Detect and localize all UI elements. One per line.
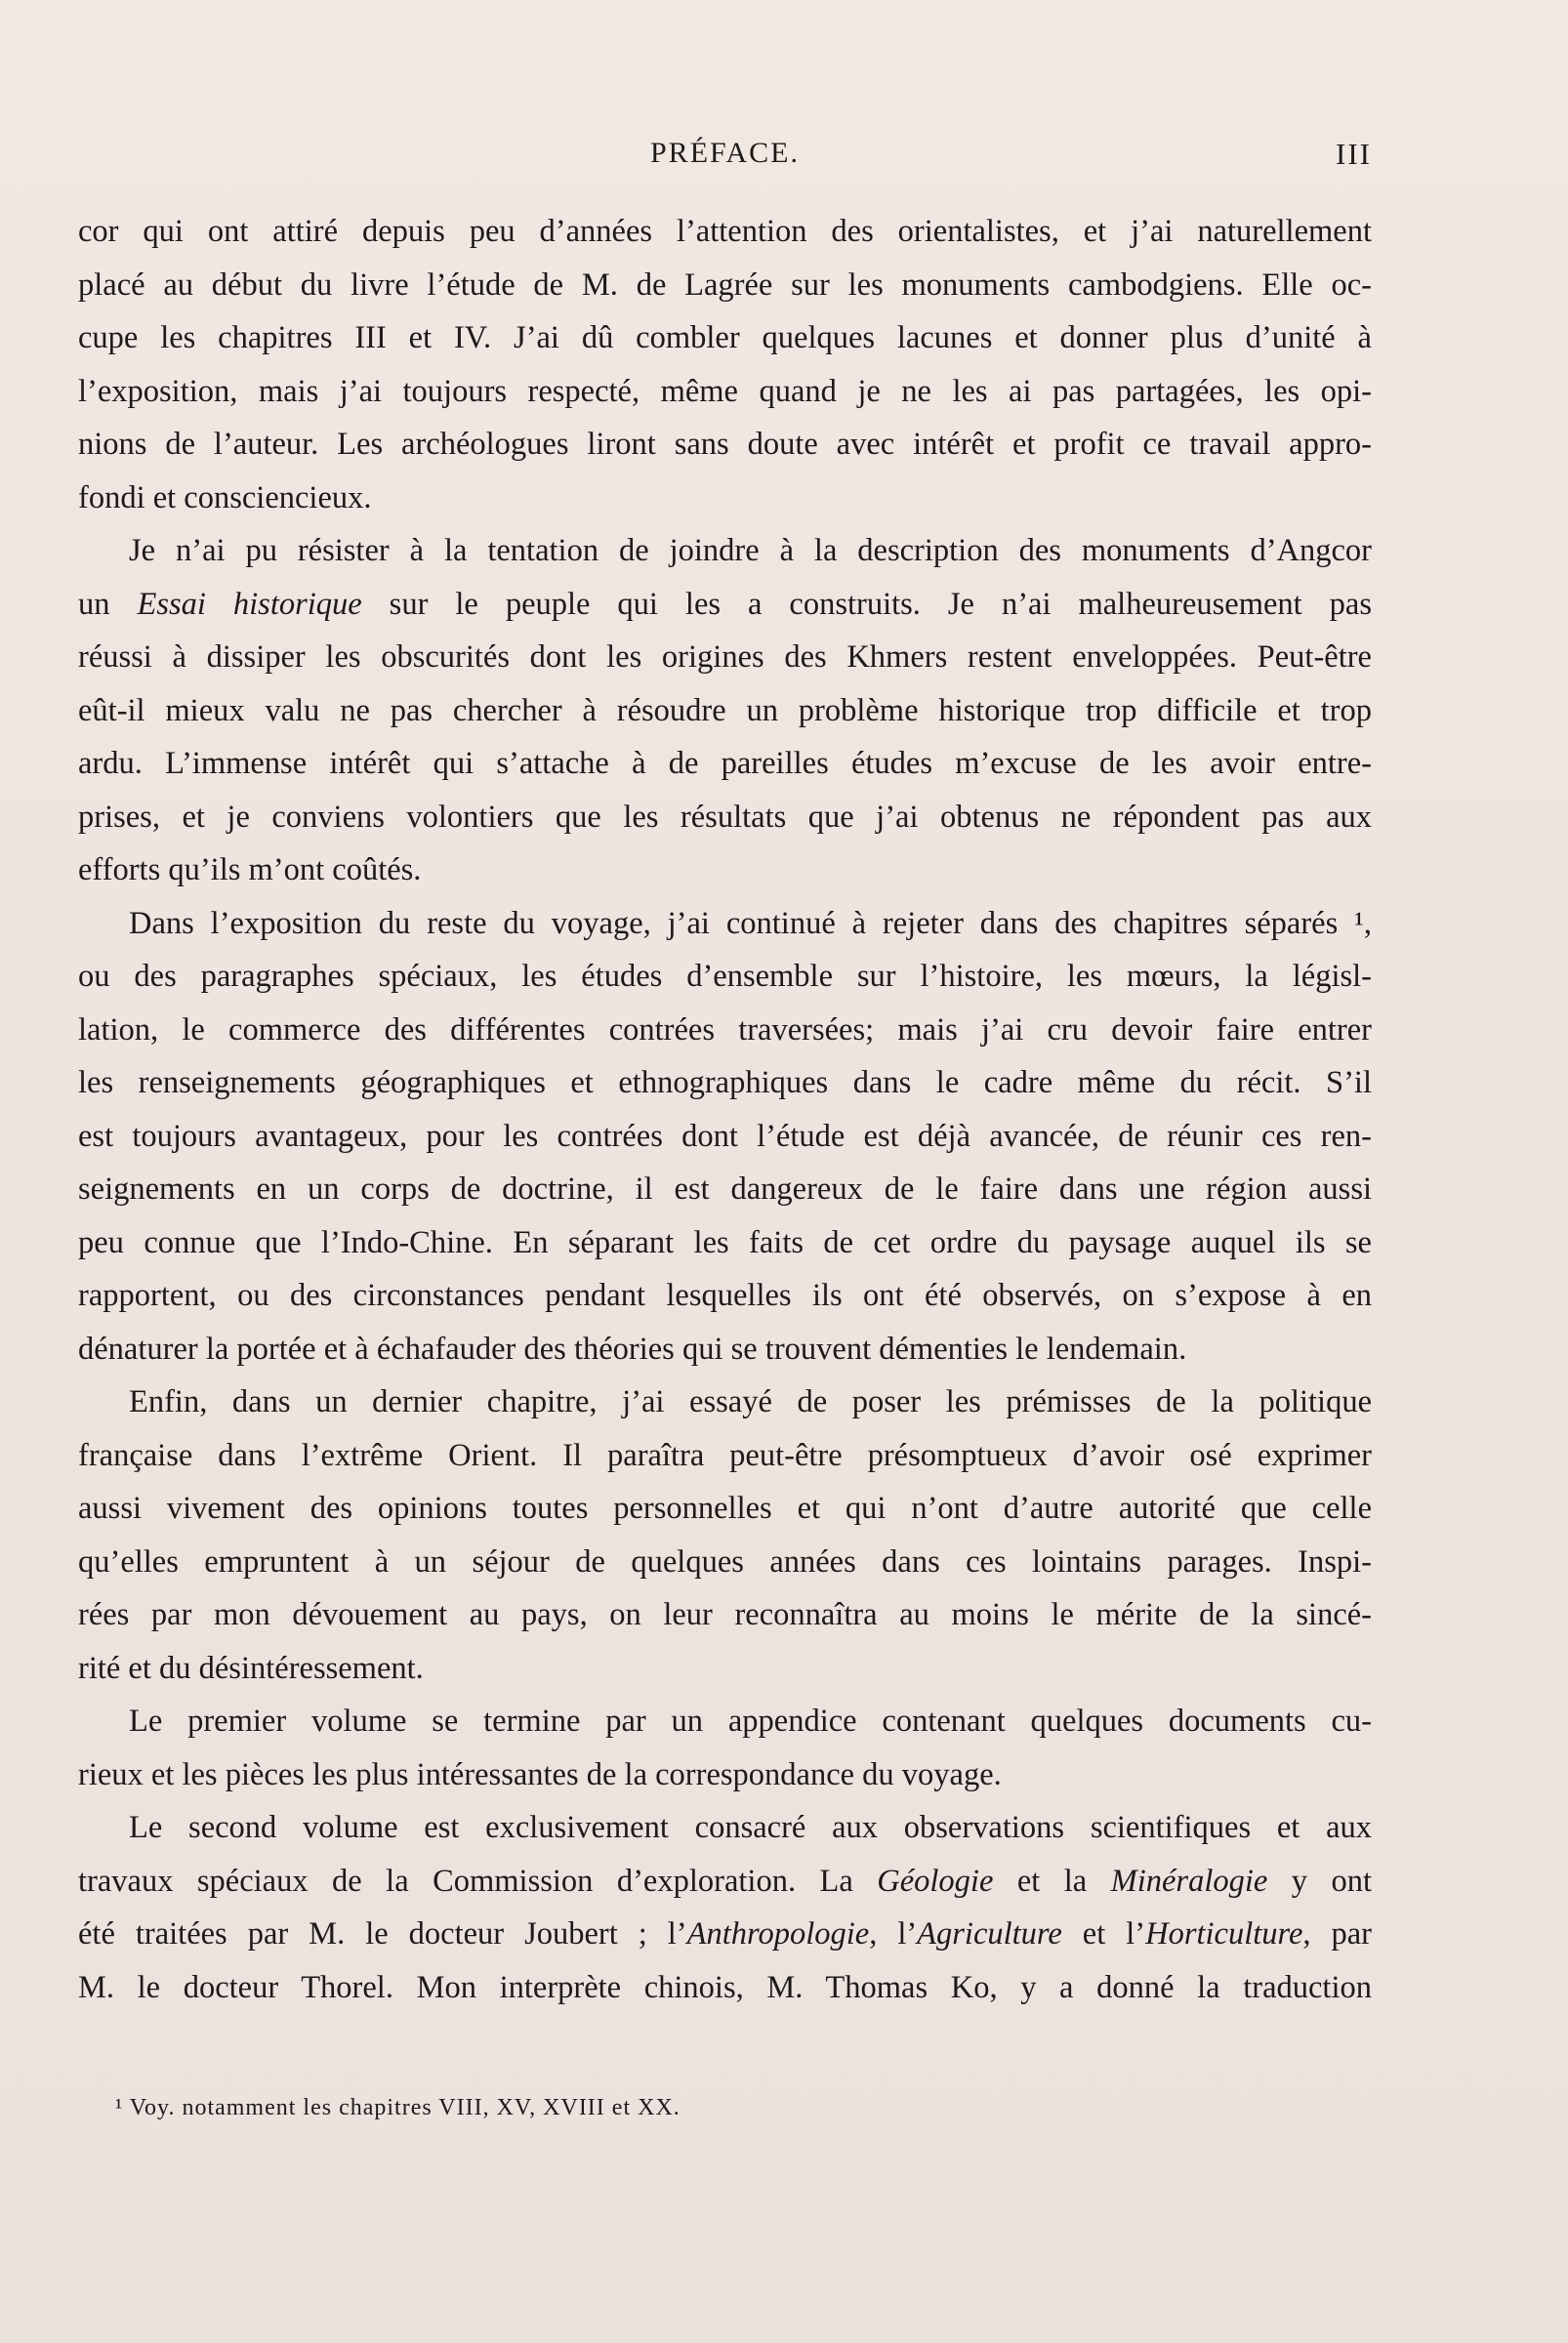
running-title: PRÉFACE. — [650, 137, 800, 169]
text-line: aussi vivement des opinions toutes personnelles et qui n’ont d’autre autorité que celle — [78, 1491, 1372, 1526]
paragraph-3 — [78, 897, 1372, 1377]
text-line: les renseignements géographiques et ethnographiques dans le cadre même du récit. S’il — [78, 1065, 1372, 1100]
text-line: Le second volume est exclusivement consacré aux observations scientifiques et aux — [129, 1810, 1372, 1845]
text-line: Le premier volume se termine par un appendice contenant quelques documents cu- — [129, 1704, 1372, 1739]
text-line: Je n’ai pu résister à la tentation de joindre à la description des monuments d’Angcor — [129, 533, 1372, 568]
text-line: est toujours avantageux, pour les contrées dont l’étude est déjà avancée, de réunir ces ren- — [78, 1118, 1372, 1154]
paragraph-2 — [78, 524, 1372, 897]
text-line: cupe les chapitres III et IV. J’ai dû combler quelques lacunes et donner plus d’unité à — [78, 320, 1372, 355]
paragraph-1 — [78, 205, 1372, 524]
text-line: réussi à dissiper les obscurités dont les origines des Khmers restent enveloppées. Peut-être — [78, 639, 1372, 675]
text-line: prises, et je conviens volontiers que les résultats que j’ai obtenus ne répondent pas aux — [78, 799, 1372, 835]
text-line: rieux et les pièces les plus intéressantes de la correspondance du voyage. — [78, 1756, 1002, 1792]
text-line: M. le docteur Thorel. Mon interprète chinois, M. Thomas Ko, y a donné la traduction — [78, 1969, 1372, 2005]
text-line: travaux spéciaux de la Commission d’exploration. La Géologie et la Minéralogie y ont — [78, 1863, 1372, 1899]
paragraph-5 — [78, 1695, 1372, 1801]
footnote: ¹ Voy. notamment les chapitres VIII, XV, XVIII et XX. — [115, 2095, 681, 2120]
text-line: ou des paragraphes spéciaux, les études d’ensemble sur l’histoire, les mœurs, la législ- — [78, 959, 1372, 994]
paragraph-4 — [78, 1376, 1372, 1695]
text-line: rapportent, ou des circonstances pendant lesquelles ils ont été observés, on s’expose à en — [78, 1278, 1372, 1313]
text-line: lation, le commerce des différentes contrées traversées; mais j’ai cru devoir faire entrer — [78, 1011, 1372, 1048]
text-line: un Essai historique sur le peuple qui les a construits. Je n’ai malheureusement pas — [78, 586, 1372, 622]
text-line: rées par mon dévouement au pays, on leur reconnaîtra au moins le mérite de la sincé- — [78, 1597, 1372, 1632]
paragraph-6 — [78, 1801, 1372, 2014]
text-line: cor qui ont attiré depuis peu d’années l’attention des orientalistes, et j’ai naturellement — [78, 214, 1372, 249]
text-line: nions de l’auteur. Les archéologues liront sans doute avec intérêt et profit ce travail appro- — [78, 427, 1372, 462]
text-line: Enfin, dans un dernier chapitre, j’ai essayé de poser les prémisses de la politique — [129, 1384, 1372, 1419]
text-line: été traitées par M. le docteur Joubert ; l’Anthropologie, l’Agriculture et l’Horticulture, par — [78, 1916, 1373, 1952]
body-text — [78, 205, 1372, 2014]
text-line: seignements en un corps de doctrine, il est dangereux de le faire dans une région aussi — [78, 1172, 1372, 1207]
text-line: qu’elles empruntent à un séjour de quelques années dans ces lointains parages. Inspi- — [78, 1543, 1372, 1580]
text-line: l’exposition, mais j’ai toujours respecté, même quand je ne les ai pas partagées, les opi- — [78, 373, 1372, 409]
text-line: peu connue que l’Indo-Chine. En séparant les faits de cet ordre du paysage auquel ils se — [78, 1224, 1372, 1260]
page-number: III — [1336, 137, 1372, 171]
text-line: fondi et consciencieux. — [78, 479, 372, 515]
text-line: rité et du désintéressement. — [78, 1650, 424, 1686]
text-line: française dans l’extrême Orient. Il paraîtra peut-être présomptueux d’avoir osé exprimer — [78, 1437, 1372, 1473]
text-line: ardu. L’immense intérêt qui s’attache à de pareilles études m’excuse de les avoir entre- — [78, 746, 1372, 781]
page-header — [78, 137, 1372, 185]
text-line: efforts qu’ils m’ont coûtés. — [78, 852, 422, 887]
text-line: Dans l’exposition du reste du voyage, j’ai continué à rejeter dans des chapitres séparés ¹, — [129, 905, 1372, 941]
text-line: placé au début du livre l’étude de M. de Lagrée sur les monuments cambodgiens. Elle oc- — [78, 267, 1372, 303]
text-line: eût-il mieux valu ne pas chercher à résoudre un problème historique trop difficile et trop — [78, 692, 1372, 728]
text-line: dénaturer la portée et à échafauder des théories qui se trouvent démenties le lendemain. — [78, 1331, 1187, 1367]
